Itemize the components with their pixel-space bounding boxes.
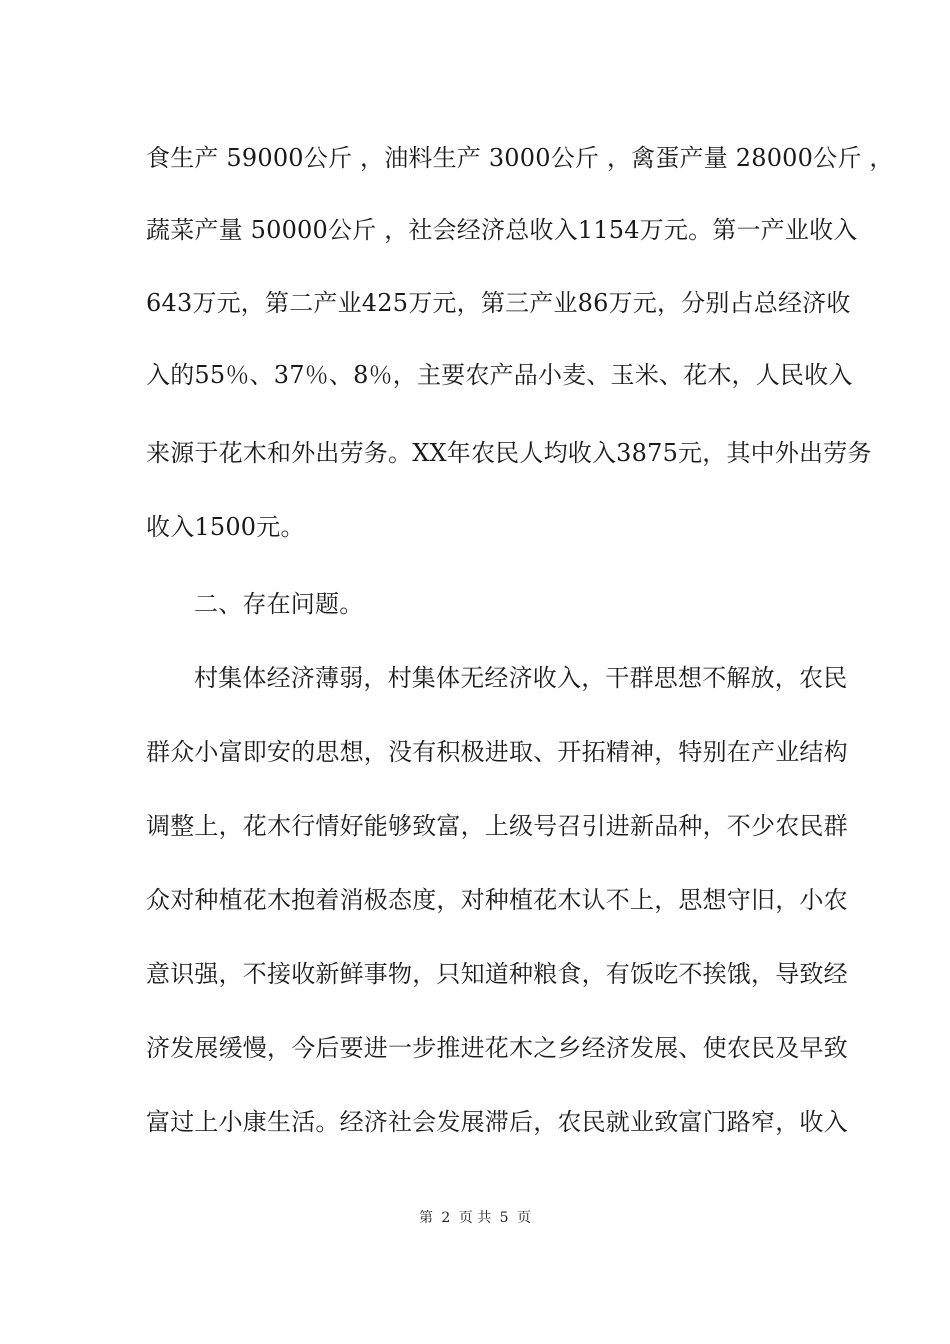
page-footer bbox=[0, 1208, 950, 1228]
body-text-line: 济发展缓慢，今后要进一步推进花木之乡经济发展、使农民及早致 bbox=[146, 1034, 848, 1062]
body-text-line: 调整上，花木行情好能够致富，上级号召引进新品种，不少农民群 bbox=[146, 812, 848, 840]
body-text-line: 意识强，不接收新鲜事物，只知道种粮食，有饭吃不挨饿，导致经 bbox=[146, 960, 848, 988]
body-text-line: 群众小富即安的思想，没有积极进取、开拓精神，特别在产业结构 bbox=[146, 738, 848, 766]
section-heading: 二、存在问题。 bbox=[194, 590, 364, 618]
footer-page-number: 2 bbox=[441, 1210, 451, 1226]
body-text-line: 643万元，第二产业425万元，第三产业86万元，分别占总经济收 bbox=[146, 289, 851, 317]
footer-prefix: 第 bbox=[418, 1210, 433, 1226]
body-text-line: 食生产 59000公斤 ，油料生产 3000公斤 ，禽蛋产量 28000公斤 ， bbox=[146, 144, 894, 172]
body-text-line: 众对种植花木抱着消极态度，对种植花木认不上，思想守旧，小农 bbox=[146, 886, 848, 914]
body-text-line: 来源于花木和外出劳务。XX年农民人均收入3875元，其中外出劳务 bbox=[146, 439, 872, 467]
body-text-line: 入的55％、37％、8％，主要农产品小麦、玉米、花木，人民收入 bbox=[146, 361, 853, 389]
body-text-line: 蔬菜产量 50000公斤 ，社会经济总收入1154万元。第一产业收入 bbox=[146, 216, 858, 244]
footer-page-total: 5 bbox=[499, 1210, 509, 1226]
body-text-line: 村集体经济薄弱，村集体无经济收入，干群思想不解放，农民 bbox=[194, 664, 848, 692]
body-text-line: 收入1500元。 bbox=[146, 513, 305, 541]
body-text-line: 富过上小康生活。经济社会发展滞后，农民就业致富门路窄，收入 bbox=[146, 1108, 848, 1136]
footer-suffix: 页 bbox=[517, 1210, 532, 1226]
footer-middle: 页 共 bbox=[458, 1210, 492, 1226]
